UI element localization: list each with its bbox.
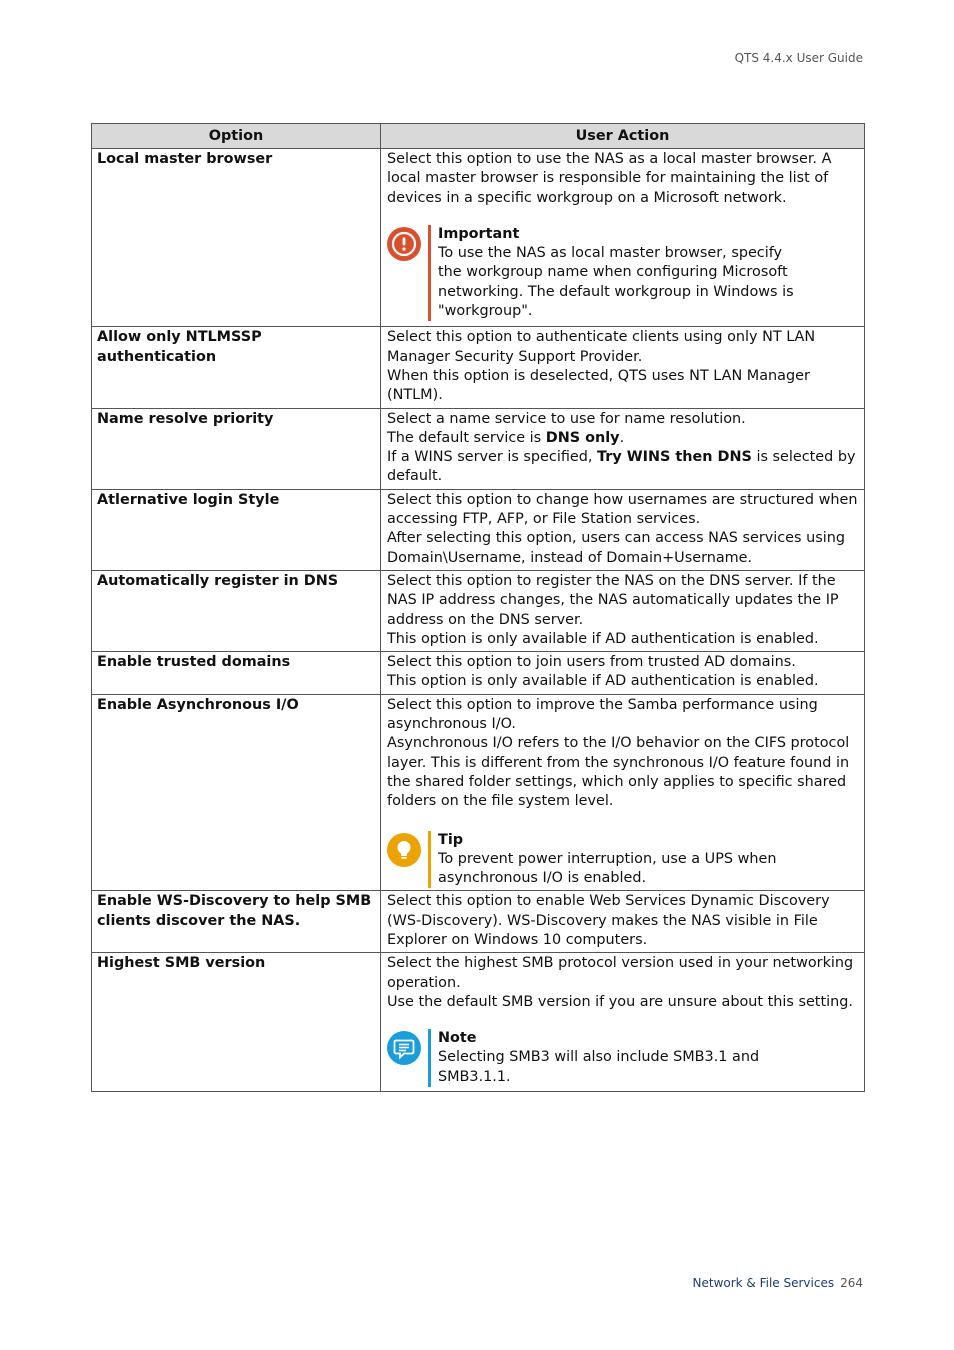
user-action xyxy=(381,953,865,1092)
option-name: Enable Asynchronous I/O xyxy=(92,694,381,891)
callout-text: To prevent power interruption, use a UPS when asynchronous I/O is enabled. xyxy=(438,850,777,887)
callout-title: Important xyxy=(438,225,520,242)
text-segment: The default service is xyxy=(387,429,546,446)
exclamation-circle-icon xyxy=(387,227,421,261)
user-action xyxy=(381,694,865,891)
action-text: When this option is deselected, QTS uses NT LAN Manager (NTLM). xyxy=(387,367,810,404)
action-text: Select a name service to use for name resolution. xyxy=(387,410,746,427)
text-segment: . xyxy=(619,429,625,446)
action-text: This option is only available if AD authentication is enabled. xyxy=(387,673,819,690)
user-action xyxy=(381,489,865,570)
option-name: Highest SMB version xyxy=(92,953,381,1092)
option-name: Atlernative login Style xyxy=(92,489,381,570)
option-name: Enable WS-Discovery to help SMB clients discover the NAS. xyxy=(92,891,381,953)
action-text: Select the highest SMB protocol version used in your networking operation. xyxy=(387,955,854,991)
option-name: Enable trusted domains xyxy=(92,652,381,695)
callout-bar xyxy=(428,831,431,889)
table-row xyxy=(92,489,865,570)
table-header-row xyxy=(92,124,865,149)
action-text: Select this option to join users from trusted AD domains. xyxy=(387,654,796,671)
callout-bar xyxy=(428,225,431,321)
ui-term: DNS only xyxy=(545,429,620,446)
option-name: Allow only NTLMSSP authentication xyxy=(92,327,381,408)
text-segment: If a WINS server is specified, xyxy=(387,449,598,466)
table-row xyxy=(92,891,865,953)
action-text: This option is only available if AD authentication is enabled. xyxy=(387,630,819,647)
text-segment: is selected by default. xyxy=(387,449,856,485)
important-callout xyxy=(387,225,861,321)
user-action xyxy=(381,570,865,651)
ui-term: Try WINS then DNS xyxy=(597,449,752,466)
speech-bubble-icon xyxy=(387,1031,421,1065)
note-callout xyxy=(387,1029,861,1087)
action-text xyxy=(387,429,861,448)
action-text: Select this option to authenticate clients using only NT LAN Manager Security Support Provider. xyxy=(387,329,816,365)
option-name: Local master browser xyxy=(92,149,381,327)
callout-text: To use the NAS as local master browser, specify the workgroup name when configuring Microsoft networking. The default workgroup in Windows is "workgroup". xyxy=(438,245,794,320)
table-row xyxy=(92,570,865,651)
table-row xyxy=(92,408,865,489)
table-row xyxy=(92,694,865,891)
tip-callout xyxy=(387,831,861,889)
action-text: After selecting this option, users can access NAS services using Domain\Username, instead of Domain+Username. xyxy=(387,530,845,566)
table-row xyxy=(92,149,865,327)
page-footer xyxy=(693,1276,864,1290)
user-action xyxy=(381,408,865,489)
table-row xyxy=(92,652,865,695)
user-action xyxy=(381,327,865,408)
callout-title: Note xyxy=(438,1030,477,1047)
callout-bar xyxy=(428,1029,431,1087)
table-row xyxy=(92,953,865,1092)
footer-section-link[interactable]: Network & File Services xyxy=(692,1276,835,1290)
callout-body xyxy=(438,831,861,889)
action-text: Select this option to use the NAS as a local master browser. A local master browser is responsible for maintaining the list of devices in a specific workgroup on a Microsoft network. xyxy=(387,151,832,206)
action-text: Asynchronous I/O refers to the I/O behavior on the CIFS protocol layer. This is different from the synchronous I/O feature found in the shared folder settings, which only applies to specific shared folders on the file system level. xyxy=(387,735,850,810)
action-text: Select this option to improve the Samba performance using asynchronous I/O. xyxy=(387,696,818,733)
callout-title: Tip xyxy=(438,831,464,848)
options-table xyxy=(91,123,865,1092)
column-header-user-action: User Action xyxy=(381,124,865,149)
lightbulb-icon xyxy=(387,833,421,867)
column-header-option: Option xyxy=(92,124,381,149)
callout-body xyxy=(438,1029,861,1087)
option-name: Automatically register in DNS xyxy=(92,570,381,651)
action-text xyxy=(387,448,861,487)
user-action xyxy=(381,891,865,953)
option-name: Name resolve priority xyxy=(92,408,381,489)
user-action xyxy=(381,652,865,695)
table-row xyxy=(92,327,865,408)
callout-text: Selecting SMB3 will also include SMB3.1 and SMB3.1.1. xyxy=(438,1049,760,1085)
page-number: 264 xyxy=(840,1276,863,1290)
action-text: Select this option to change how usernames are structured when accessing FTP, AFP, or File Station services. xyxy=(387,491,858,528)
running-header: QTS 4.4.x User Guide xyxy=(734,51,863,65)
action-text: Select this option to enable Web Services Dynamic Discovery (WS-Discovery). WS-Discovery makes the NAS visible in File Explorer on Windows 10 computers. xyxy=(387,893,830,948)
user-action xyxy=(381,149,865,327)
action-text: Select this option to register the NAS on the DNS server. If the NAS IP address changes, the NAS automatically updates the IP address on the DNS server. xyxy=(387,572,839,628)
callout-body xyxy=(438,225,861,321)
action-text: Use the default SMB version if you are unsure about this setting. xyxy=(387,993,853,1010)
